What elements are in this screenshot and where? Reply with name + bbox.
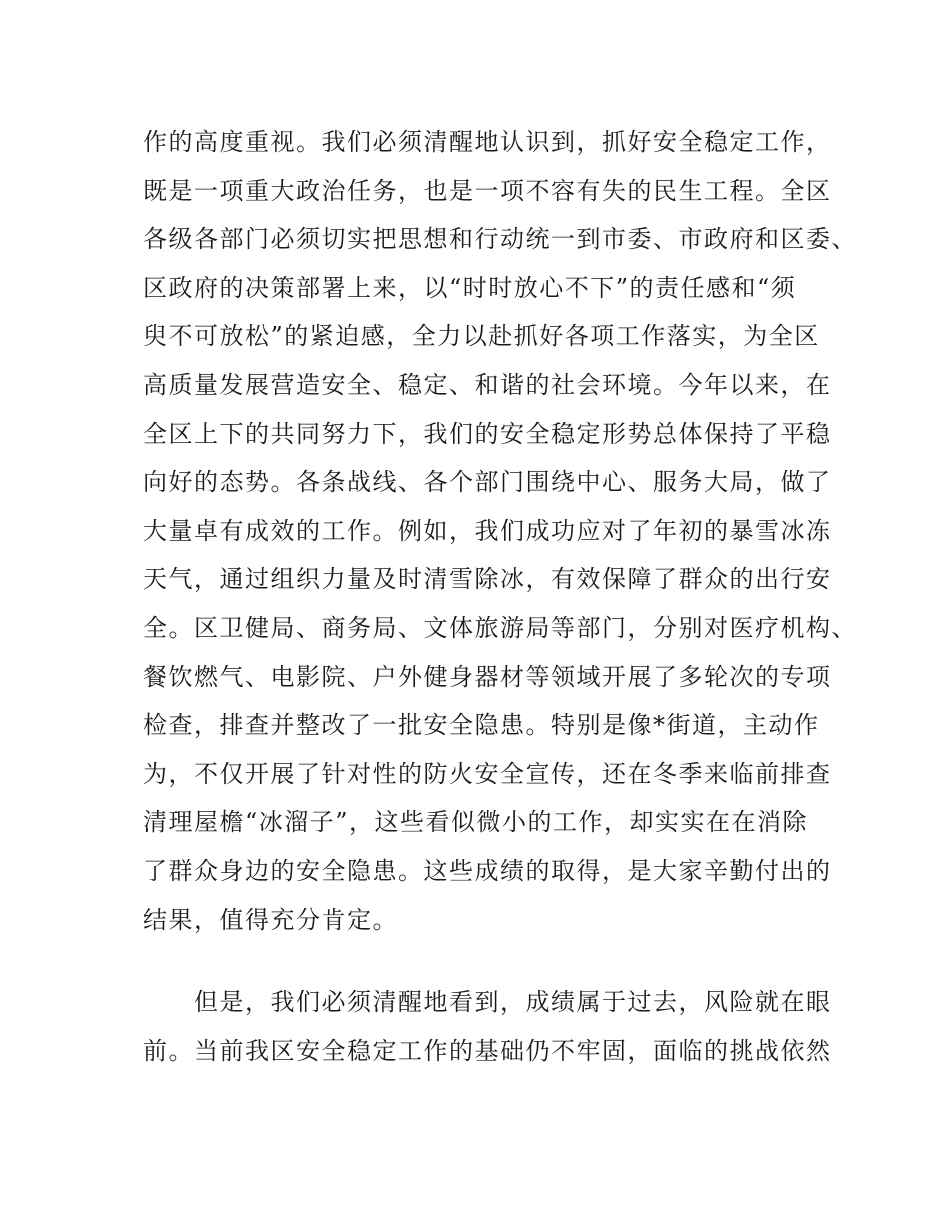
text-line: 臾不可放松”的紧迫感，全力以赴抓好各项工作落实，为全区 — [143, 322, 820, 351]
text-line: 清理屋檐“冰溜子”，这些看似微小的工作，却实实在在消除 — [143, 808, 809, 837]
text-line: 全区上下的共同努力下，我们的安全稳定形势总体保持了平稳 — [143, 419, 832, 448]
text-line: 前。当前我区安全稳定工作的基础仍不牢固，面临的挑战依然 — [143, 1036, 832, 1065]
text-line: 区政府的决策部署上来，以“时时放心不下”的责任感和“须 — [143, 273, 797, 302]
text-line: 全。区卫健局、商务局、文体旅游局等部门，分别对医疗机构、 — [143, 613, 857, 642]
text-line: 天气，通过组织力量及时清雪除冰，有效保障了群众的出行安 — [143, 565, 832, 594]
text-line: 为，不仅开展了针对性的防火安全宣传，还在冬季来临前排查 — [143, 759, 832, 788]
text-line: 检查，排查并整改了一批安全隐患。特别是像*街道，主动作 — [143, 711, 820, 740]
text-line: 餐饮燃气、电影院、户外健身器材等领域开展了多轮次的专项 — [143, 662, 832, 691]
paragraph-1 — [143, 118, 857, 944]
text-line: 各级各部门必须切实把思想和行动统一到市委、市政府和区委、 — [143, 225, 857, 254]
text-line: 高质量发展营造安全、稳定、和谐的社会环境。今年以来，在 — [143, 370, 832, 399]
text-line: 了群众身边的安全隐患。这些成绩的取得，是大家辛勤付出的 — [143, 856, 832, 885]
text-line: 大量卓有成效的工作。例如，我们成功应对了年初的暴雪冰冻 — [143, 516, 832, 545]
text-line: 既是一项重大政治任务，也是一项不容有失的民生工程。全区 — [143, 176, 832, 205]
text-line: 向好的态势。各条战线、各个部门围绕中心、服务大局，做了 — [143, 468, 832, 497]
text-line: 作的高度重视。我们必须清醒地认识到，抓好安全稳定工作， — [143, 128, 832, 156]
paragraph-2 — [143, 978, 833, 1075]
text-line: 但是，我们必须清醒地看到，成绩属于过去，风险就在眼 — [143, 988, 832, 1016]
text-line: 结果，值得充分肯定。 — [143, 905, 398, 934]
